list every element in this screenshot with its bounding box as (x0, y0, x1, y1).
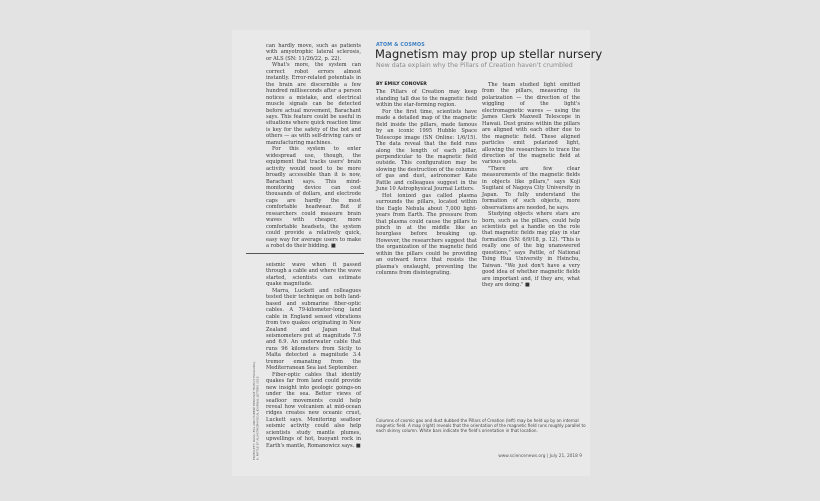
paragraph: Hot ionized gas called plasma surrounds the pillars, located within the Eagle Nebula about 7,000 light-years from Earth. The pressure from that plasma could cause the pillars to pinch in at the middle like an hourglass before breaking up. However, the researchers suggest that the organization of the magnetic field within the pillars could be providing an outward force that resists the plasma's onslaught, preventing the columns from disintegrating. (376, 192, 477, 277)
article-column-1 (376, 82, 477, 277)
paragraph: "There are few clear measurements of the magnetic fields in objects like pillars," says Koji Sugitani of Nagoya City University in Japan. To fully understand the formation of such objects, more observations are needed, he says. (482, 165, 580, 211)
magazine-page (232, 30, 603, 476)
paragraph: The Pillars of Creation may keep standing tall due to the magnetic field within the star-forming region. (376, 89, 477, 109)
byline: BY EMILY CONOVER (376, 82, 427, 87)
paragraph: Fiber-optic cables that identify quakes far from land could provide new insight into geologic goings-on under the sea. Better views of seafloor movements could help reveal how volcanism at mid-ocean ridges creates new oceanic crust, Luckett says. Monitoring seafloor seismic activity could also help scientists study mantle plumes, upwellings of hot, buoyant rock in Earth's mantle, Romanowicz says. ■ (266, 371, 361, 449)
figure-caption: Columns of cosmic gas and dust dubbed the Pillars of Creation (left) may be held up by an internal magnetic field. A map (right) reveals that the orientation of the magnetic field runs roughly parallel to each skinny column. White bars indicate the field's orientation in that location. (376, 418, 586, 434)
paragraph: For this system to enter widespread use, though, the equipment that tracks users' brain activity would need to be more broadly accessible than it is now, Barachant says. This mind-monitoring device can cost thousands of dollars, and electrode caps are hardly the most comfortable headwear. But if researchers could measure brain waves with cheaper, more comfortable headsets, the system could provide a relatively quick, easy way for average users to make a robot do their bidding. ■ (266, 146, 361, 250)
earthquake-article-column-end (266, 262, 361, 449)
paragraph: The team studied light emitted from the pillars, measuring its polarization — the direction of the wiggling of the light's electromagnetic waves — using the James Clerk Maxwell Telescope in Hawaii. Dust grains within the pillars are aligned with each other due to the magnetic field. These aligned particles emit polarized light, allowing the researchers to trace the direction of the magnetic field at various spots. (482, 82, 580, 166)
paragraph: What's more, the system can correct robot errors almost instantly. Error-related potentials in the brain are discernible a few hundred milliseconds after a person notices a mistake, and electrical muscle signals can be detected before actual movement, Barachant says. This feature could be useful in situations where quick reaction time is key for the safety of the bot and others — as with self-driving cars or manufacturing machines. (266, 62, 361, 146)
paragraph: can hardly move, such as patients with amyotrophic lateral sclerosis, or ALS (SN: 11/26/22, p. 22). (266, 43, 361, 62)
section-kicker: ATOM & COSMOS (376, 43, 425, 48)
article-headline: Magnetism may prop up stellar nursery (375, 47, 603, 61)
article-column-2 (482, 82, 580, 289)
column-divider-rule (246, 253, 364, 254)
photo-credit: FROM LEFT: NASA, ESA AND HUBBLE HERITAGE TEAM (STSCI/AURA); K. PATTLE ET AL/ASTROPHYSICAL JOURNAL LETTERS 2018 (252, 361, 260, 460)
article-deck: New data explain why the Pillars of Creation haven't crumbled (376, 62, 573, 69)
paragraph: Studying objects where stars are born, such as the pillars, could help scientists get a handle on the role that magnetic fields may play in star formation (SN: 6/9/18, p. 12). "This is really one of the big unanswered questions," says Pattle, of National Tsing Hua University in Hsinchu, Taiwan. "We just don't have a very good idea of whether magnetic fields are important and, if they are, what they are doing." ■ (482, 211, 580, 289)
paragraph: seismic wave when it passed through a cable and where the wave started, scientists can estimate quake magnitude. (266, 262, 361, 288)
page-footer: www.sciencenews.org | July 21, 2018 9 (498, 454, 582, 459)
paragraph: For the first time, scientists have made a detailed map of the magnetic field inside the pillars, made famous by an iconic 1995 Hubble Space Telescope image (SN Online: 1/6/15). The data reveal that the field runs along the length of each pillar, perpendicular to the magnetic field outside. This configuration may be slowing the destruction of the columns of gas and dust, astronomer Kate Pattle and colleagues suggest in the June 10 Astrophysical Journal Letters. (376, 108, 477, 193)
paragraph: Marra, Luckett and colleagues tested their technique on both land-based and submarine fiber-optic cables. A 79-kilometer-long land cable in England sensed vibrations from two quakes originating in New Zealand and Japan that seismometers put at magnitude 7.9 and 6.9. An underwater cable that runs 96 kilometers from Sicily to Malta detected a magnitude 3.4 tremor emanating from the Mediterranean Sea last September. (266, 287, 361, 372)
previous-article-column-end (266, 43, 361, 250)
